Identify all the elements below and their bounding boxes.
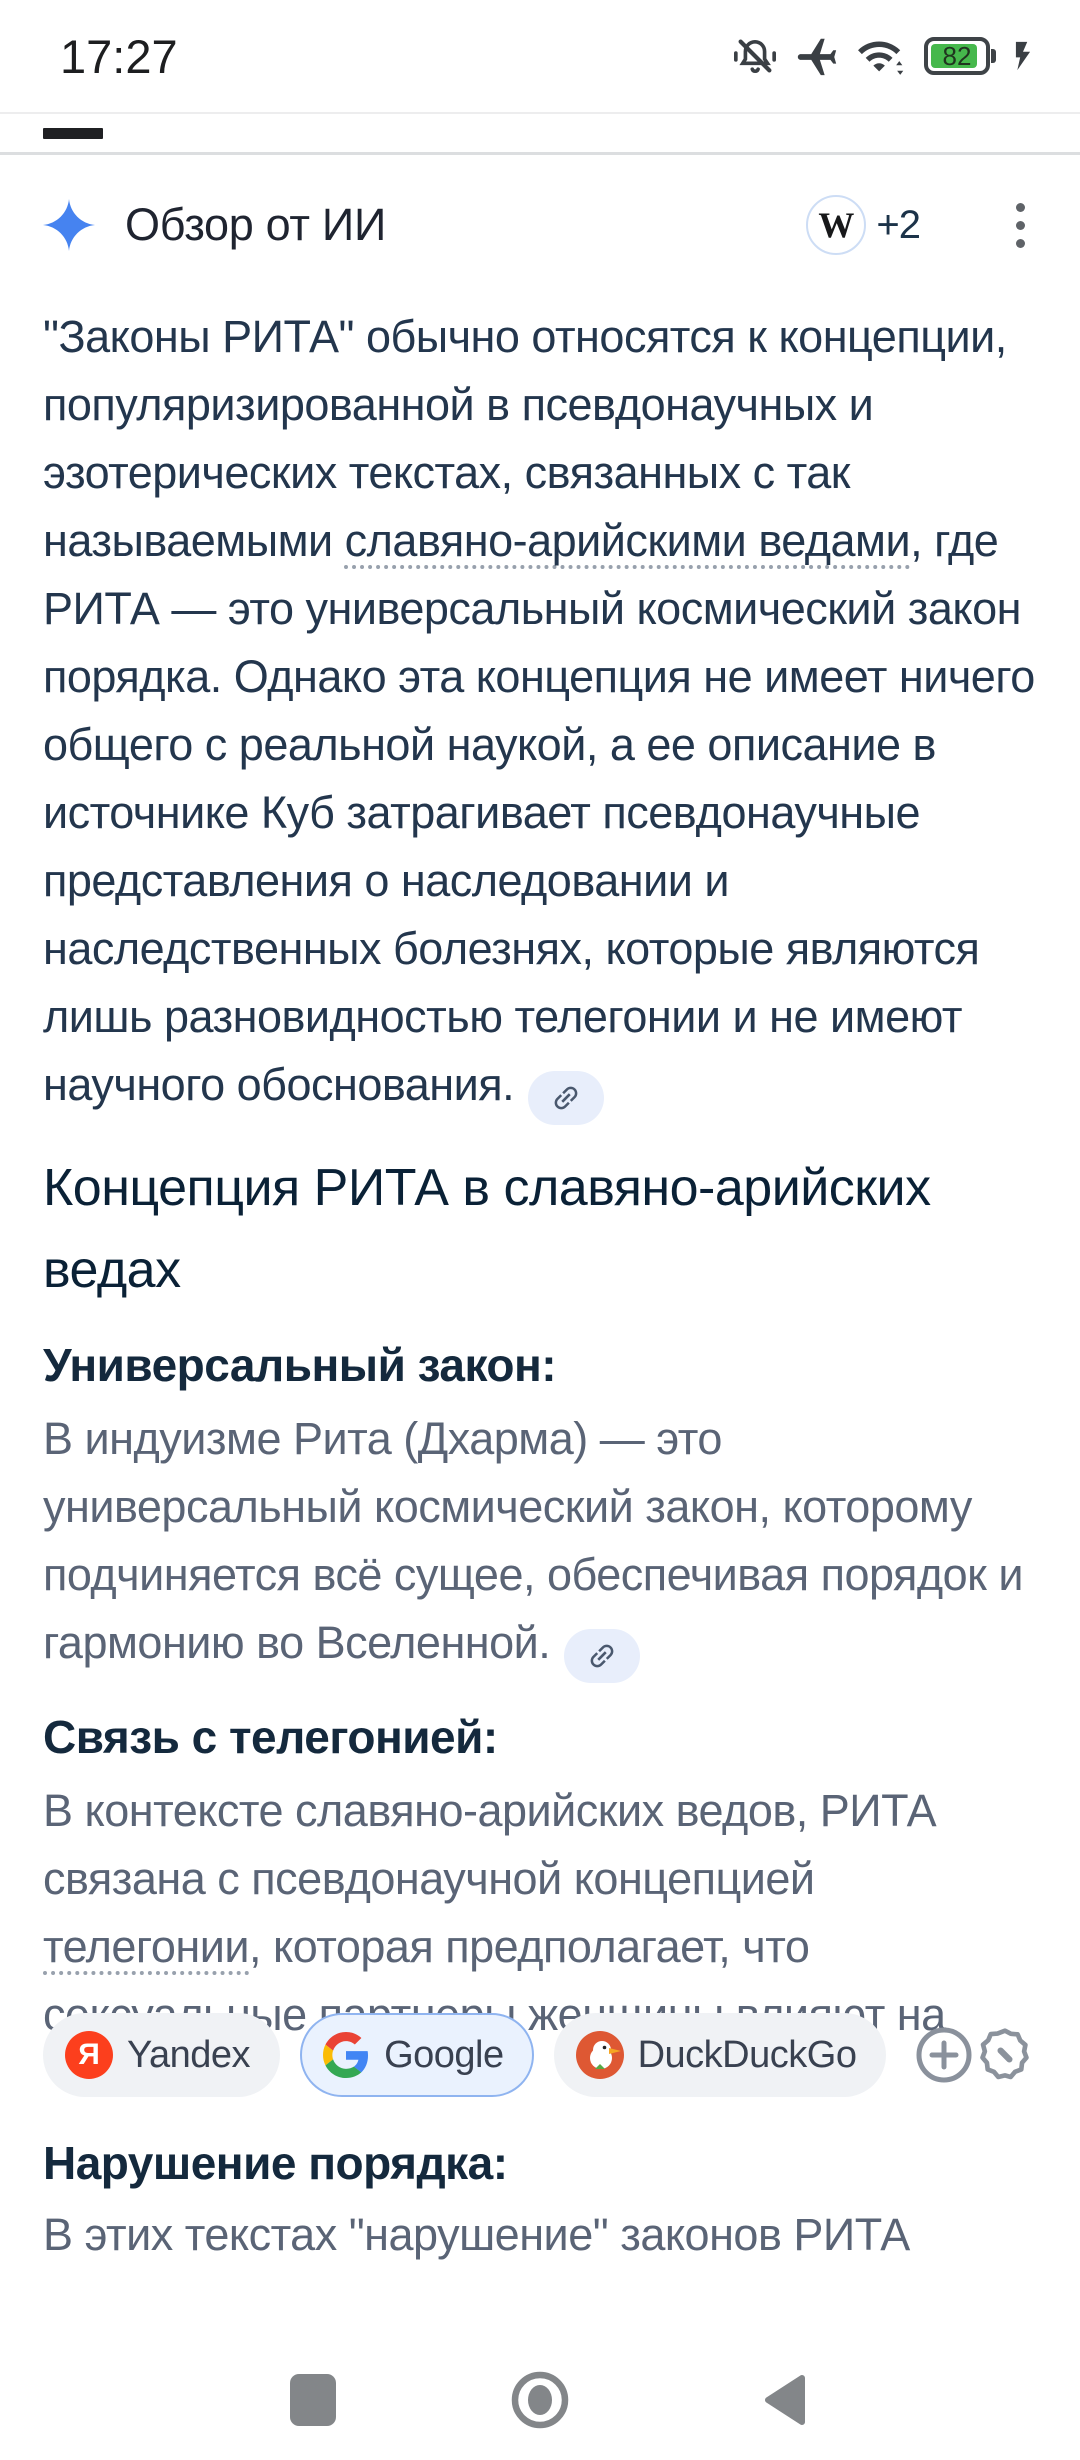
add-engine-button[interactable] — [914, 2025, 974, 2085]
subheading-universal-law: Универсальный закон: — [43, 1339, 557, 1391]
charging-icon — [1006, 34, 1040, 78]
clipped-text-line — [43, 1981, 1037, 2011]
telegony-link[interactable]: телегонии — [43, 1921, 249, 1972]
battery-indicator — [924, 37, 990, 75]
wifi-icon — [856, 33, 908, 79]
paragraph-text: "Законы РИТА" обычно относятся к концепции, популяризированной в псевдонаучных и эзотерических текстах, связанных с так называемыми — [43, 311, 1007, 566]
ai-overview-card — [0, 193, 1080, 2011]
section-heading: Концепция РИТА в славяно-арийских ведах — [43, 1159, 931, 1299]
mute-vibrate-icon — [732, 33, 778, 79]
airplane-mode-icon — [794, 33, 840, 79]
yandex-icon: Я — [65, 2031, 113, 2079]
wikipedia-source-badge[interactable]: W — [806, 195, 866, 255]
source-link-chip[interactable] — [528, 1071, 604, 1125]
subheading-order-violation: Нарушение порядка: — [43, 2137, 508, 2189]
engine-pill-duckduckgo[interactable]: DuckDuckGo — [554, 2013, 887, 2097]
ai-overview-card-continued — [0, 2135, 1080, 2260]
duckduckgo-icon — [576, 2031, 624, 2079]
telegony-text: В контексте славяно-арийских ведов, РИТА связана с псевдонаучной концепцией телегонии, которая предполагает, что — [43, 1785, 937, 1972]
home-button[interactable] — [508, 2368, 572, 2432]
overview-paragraph — [43, 303, 1037, 1125]
android-nav-bar — [0, 2340, 1080, 2460]
source-link-chip[interactable] — [564, 1629, 640, 1683]
status-icons — [732, 33, 1040, 79]
subheading-telegony: Связь с телегонией: — [43, 1711, 498, 1763]
ai-sparkle-icon — [43, 199, 95, 251]
more-options-icon[interactable] — [1016, 203, 1025, 248]
more-sources-count[interactable]: +2 — [876, 202, 920, 247]
page-top-strip — [0, 112, 1080, 155]
ai-overview-header — [43, 193, 1037, 257]
back-button[interactable] — [762, 2374, 808, 2426]
recents-button[interactable] — [288, 2372, 338, 2428]
battery-percent: 82 — [942, 40, 972, 71]
clipped-content-stub — [43, 128, 103, 139]
clipped-text-line: В этих текстах "нарушение" законов РИТА — [43, 2209, 910, 2260]
ai-overview-title: Обзор от ИИ — [125, 199, 387, 250]
status-bar — [0, 0, 1080, 112]
universal-law-text: В индуизме Рита (Дхарма) — это универсальный космический закон, которому подчиняется всё сущее, обеспечивая порядок и гармонию во Вселенной. — [43, 1405, 1037, 1683]
paragraph-text: , где РИТА — это универсальный космический закон порядка. Однако эта концепция не имеет ничего общего с реальной наукой, а ее описание в источнике Куб затрагивает псевдонаучные представления о наследовании и наследственных болезнях, которые являются лишь разновидностью телегонии и не имеют научного обоснования. — [43, 515, 1035, 1110]
status-time: 17:27 — [60, 29, 178, 83]
engine-settings-icon[interactable] — [974, 2024, 1036, 2086]
google-icon — [322, 2031, 370, 2079]
slavic-vedas-link[interactable]: славяно-арийскими ведами — [344, 515, 911, 566]
engine-pill-yandex[interactable]: Я Yandex — [43, 2013, 280, 2097]
engine-pill-google[interactable]: Google — [300, 2013, 534, 2097]
